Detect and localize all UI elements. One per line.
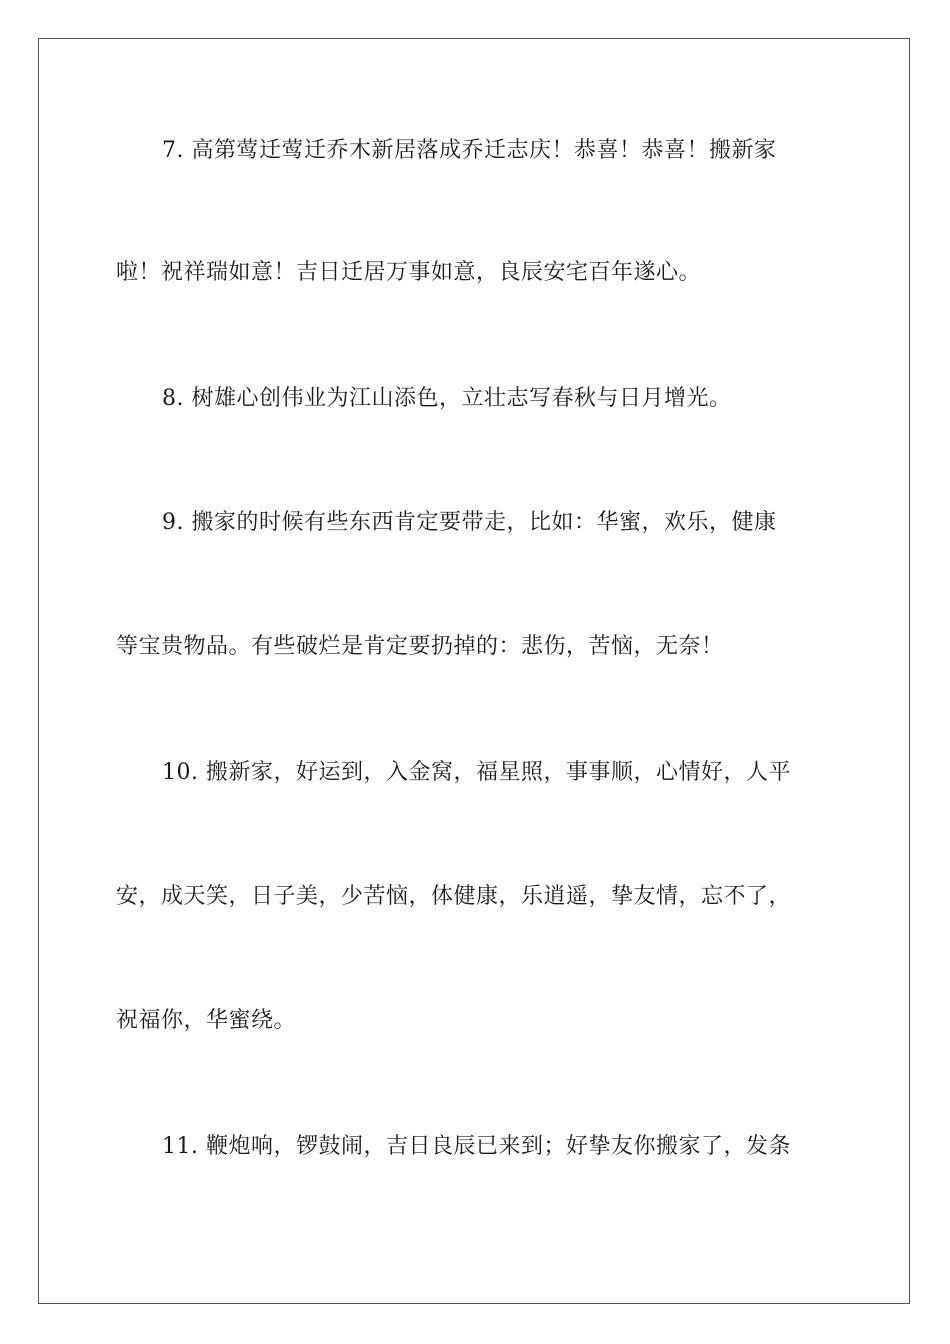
paragraph-11-line-1: 11. 鞭炮响，锣鼓闹，吉日良辰已来到；好挚友你搬家了，发条 — [162, 1134, 791, 1159]
paragraph-10-line-1: 10. 搬新家，好运到，入金窝，福星照，事事顺，心情好，人平 — [162, 760, 791, 785]
paragraph-9-line-1: 9. 搬家的时候有些东西肯定要带走，比如：华蜜，欢乐，健康 — [162, 510, 777, 535]
paragraph-9-line-2: 等宝贵物品。有些破烂是肯定要扔掉的：悲伤，苦恼，无奈！ — [116, 634, 724, 659]
paragraph-7-line-2: 啦！祝祥瑞如意！吉日迁居万事如意，良辰安宅百年遂心。 — [116, 260, 702, 285]
paragraph-8-line-1: 8. 树雄心创伟业为江山添色，立壮志写春秋与日月增光。 — [162, 386, 732, 411]
paragraph-7-line-1: 7. 高第莺迁莺迁乔木新居落成乔迁志庆！恭喜！恭喜！搬新家 — [162, 138, 777, 163]
page-frame — [38, 38, 910, 1304]
paragraph-10-line-2: 安，成天笑，日子美，少苦恼，体健康，乐逍遥，挚友情，忘不了， — [116, 884, 792, 909]
paragraph-10-line-3: 祝福你，华蜜绕。 — [116, 1008, 297, 1033]
